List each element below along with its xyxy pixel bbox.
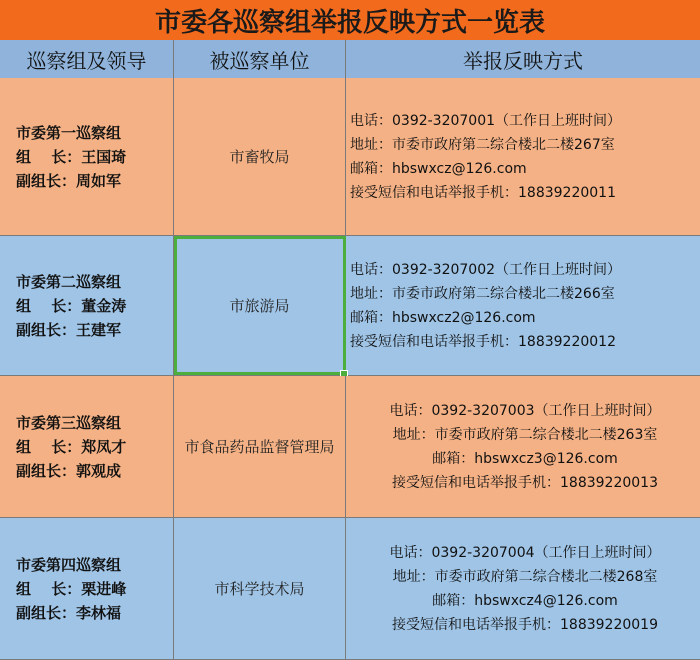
team-cell[interactable] — [0, 518, 174, 659]
contact-phone: 电话：0392-3207004（工作日上班时间） — [389, 544, 661, 561]
contact-address: 地址：市委市政府第二综合楼北二楼267室 — [350, 136, 615, 153]
contact-mobile: 接受短信和电话举报手机：18839220012 — [350, 333, 616, 350]
unit-name: 市旅游局 — [229, 296, 290, 315]
team-cell[interactable] — [0, 236, 174, 375]
team-name: 市委第三巡察组 — [16, 413, 122, 432]
team-name: 市委第二巡察组 — [16, 272, 122, 291]
contact-email: 邮箱：hbswxcz@126.com — [350, 160, 527, 177]
contact-mobile: 接受短信和电话举报手机：18839220011 — [350, 184, 616, 201]
contact-cell[interactable] — [346, 78, 700, 235]
contact-phone: 电话：0392-3207003（工作日上班时间） — [389, 402, 661, 419]
team-deputy: 副组长：王建军 — [16, 320, 122, 339]
team-name: 市委第四巡察组 — [16, 555, 122, 574]
contact-email: 邮箱：hbswxcz3@126.com — [432, 450, 618, 467]
contact-mobile: 接受短信和电话举报手机：18839220019 — [392, 616, 658, 633]
table-row — [0, 78, 700, 236]
team-cell[interactable] — [0, 78, 174, 235]
header-unit[interactable]: 被巡察单位 — [174, 40, 346, 78]
contact-phone: 电话：0392-3207002（工作日上班时间） — [350, 261, 622, 278]
team-leader: 组 长：郑凤才 — [16, 437, 127, 456]
unit-cell[interactable] — [174, 78, 346, 235]
contact-address: 地址：市委市政府第二综合楼北二楼263室 — [392, 426, 658, 443]
team-deputy: 副组长：郭观成 — [16, 461, 122, 480]
unit-name: 市科学技术局 — [214, 579, 305, 598]
team-leader: 组 长：王国琦 — [16, 147, 127, 166]
unit-cell-selected[interactable] — [174, 236, 346, 375]
table-title: 市委各巡察组举报反映方式一览表 — [0, 0, 700, 41]
contact-cell[interactable] — [346, 518, 700, 659]
table-row — [0, 376, 700, 518]
team-deputy: 副组长：周如军 — [16, 171, 122, 190]
contact-cell[interactable] — [346, 236, 700, 375]
unit-name: 市畜牧局 — [229, 147, 290, 166]
unit-cell[interactable] — [174, 518, 346, 659]
team-leader: 组 长：董金涛 — [16, 296, 127, 315]
table-row — [0, 236, 700, 376]
team-cell[interactable] — [0, 376, 174, 517]
header-contact[interactable]: 举报反映方式 — [463, 48, 583, 73]
contact-address: 地址：市委市政府第二综合楼北二楼268室 — [392, 568, 658, 585]
unit-cell[interactable] — [174, 376, 346, 517]
contact-address: 地址：市委市政府第二综合楼北二楼266室 — [350, 285, 615, 302]
contact-email: 邮箱：hbswxcz4@126.com — [432, 592, 618, 609]
unit-name: 市食品药品监督管理局 — [184, 437, 335, 456]
contact-mobile: 接受短信和电话举报手机：18839220013 — [392, 474, 658, 491]
contact-phone: 电话：0392-3207001（工作日上班时间） — [350, 112, 622, 129]
contact-cell[interactable] — [346, 376, 700, 517]
contact-email: 邮箱：hbswxcz2@126.com — [350, 309, 536, 326]
team-name: 市委第一巡察组 — [16, 123, 122, 142]
table-row — [0, 518, 700, 660]
header-row — [0, 40, 700, 79]
header-team[interactable]: 巡察组及领导 — [0, 40, 174, 78]
team-deputy: 副组长：李林福 — [16, 603, 122, 622]
team-leader: 组 长：栗进峰 — [16, 579, 127, 598]
